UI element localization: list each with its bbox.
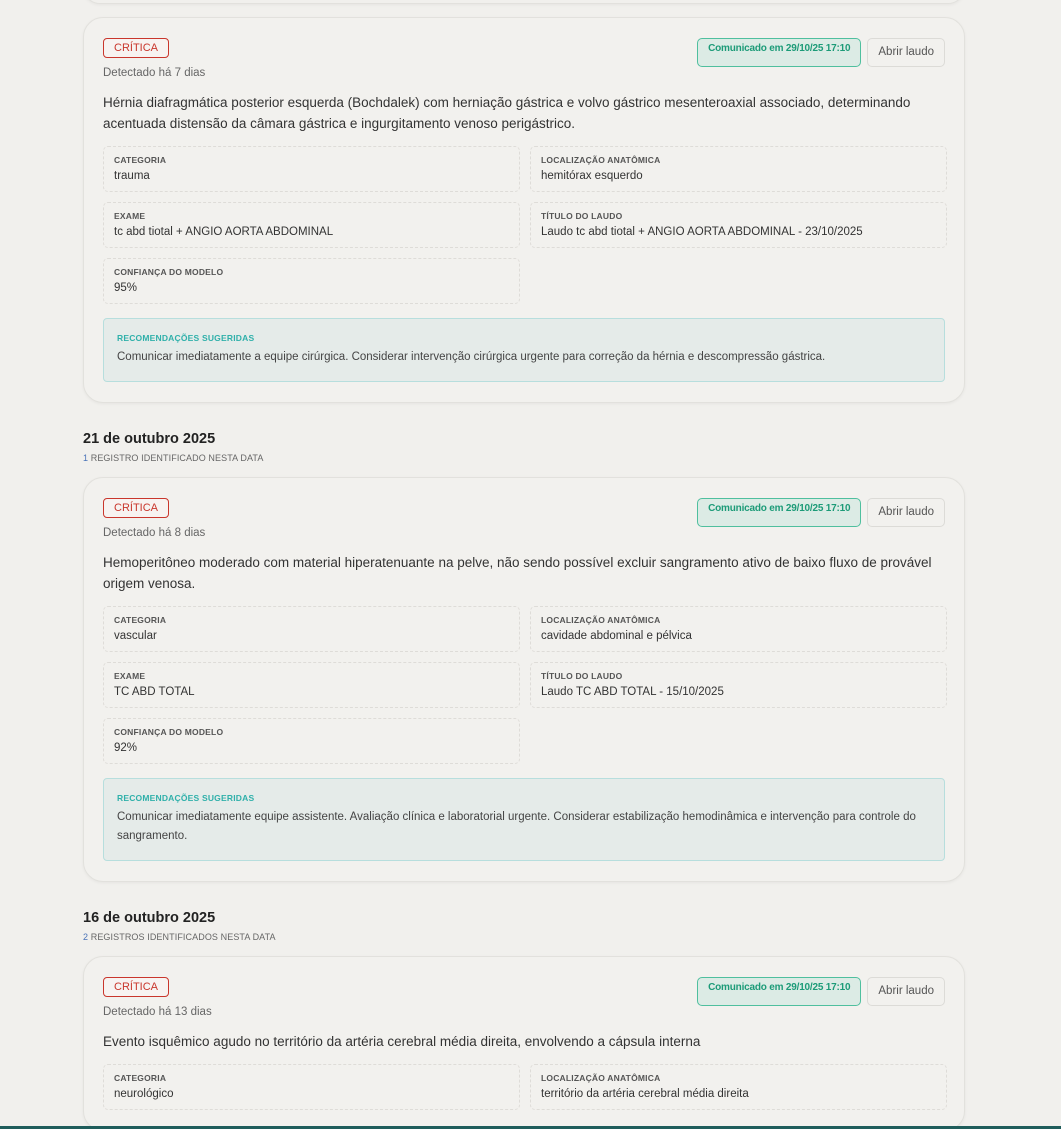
card-header	[103, 498, 945, 539]
detail-value: território da artéria cerebral média direita	[541, 1088, 749, 1100]
communicated-badge: Comunicado em 29/10/25 17:10	[697, 38, 861, 67]
date-group-header	[83, 431, 965, 463]
detected-time: Detectado há 7 dias	[103, 67, 206, 79]
date-record-count	[83, 453, 965, 463]
finding-card	[83, 956, 965, 1129]
detail-field	[103, 662, 520, 708]
detail-label: CONFIANÇA DO MODELO	[114, 267, 224, 277]
detail-value: tc abd tiotal + ANGIO AORTA ABDOMINAL	[114, 226, 334, 238]
open-report-button[interactable]: Abrir laudo	[867, 498, 945, 527]
detail-label: CATEGORIA	[114, 1073, 167, 1083]
card-header-left	[103, 38, 205, 79]
detail-label: CATEGORIA	[114, 615, 167, 625]
detail-label: LOCALIZAÇÃO ANATÔMICA	[541, 155, 661, 165]
communicated-badge: Comunicado em 29/10/25 17:10	[697, 498, 861, 527]
date-record-count	[83, 932, 965, 942]
communicated-badge: Comunicado em 29/10/25 17:10	[697, 977, 861, 1006]
recommendations-box	[103, 318, 945, 382]
detail-value: TC ABD TOTAL	[114, 686, 195, 698]
detected-time: Detectado há 13 dias	[103, 1006, 212, 1018]
detail-field	[103, 258, 520, 304]
open-report-button[interactable]: Abrir laudo	[867, 977, 945, 1006]
finding-details	[103, 606, 945, 764]
detail-field	[530, 202, 947, 248]
detail-label: TÍTULO DO LAUDO	[541, 671, 623, 681]
date-title: 16 de outubro 2025	[83, 910, 216, 926]
detected-time: Detectado há 8 dias	[103, 527, 206, 539]
finding-description: Evento isquêmico agudo no território da artéria cerebral média direita, envolvendo a cápsula interna	[103, 1034, 701, 1049]
detail-value: 95%	[114, 282, 138, 294]
open-report-button[interactable]: Abrir laudo	[867, 38, 945, 67]
detail-field	[530, 606, 947, 652]
findings-list	[83, 17, 965, 1129]
card-header-left	[103, 498, 205, 539]
recommendations-text: Comunicar imediatamente equipe assistente. Avaliação clínica e laboratorial urgente. Considerar estabilização hemodinâmica e intervenção para controle do sangramento.	[117, 811, 916, 842]
detail-label: CONFIANÇA DO MODELO	[114, 727, 224, 737]
detail-value: Laudo tc abd tiotal + ANGIO AORTA ABDOMINAL - 23/10/2025	[541, 226, 863, 238]
detail-field	[530, 146, 947, 192]
detail-value: cavidade abdominal e pélvica	[541, 630, 692, 642]
detail-value: neurológico	[114, 1088, 174, 1100]
detail-field	[530, 662, 947, 708]
finding-description: Hérnia diafragmática posterior esquerda (Bochdalek) com herniação gástrica e volvo gástrico mesenteroaxial associado, determinando acentuada distensão da câmara gástrica e ingurgitamento venoso perigástrico.	[103, 95, 911, 131]
date-group-header	[83, 910, 965, 942]
detail-label: TÍTULO DO LAUDO	[541, 211, 623, 221]
date-title: 21 de outubro 2025	[83, 431, 216, 447]
card-header	[103, 977, 945, 1018]
detail-value: vascular	[114, 630, 157, 642]
recommendations-label: RECOMENDAÇÕES SUGERIDAS	[117, 333, 255, 343]
record-count-text: REGISTROS IDENTIFICADOS NESTA DATA	[90, 932, 276, 942]
detail-label: EXAME	[114, 671, 146, 681]
finding-details	[103, 1064, 945, 1110]
detail-label: LOCALIZAÇÃO ANATÔMICA	[541, 1073, 661, 1083]
detail-label: EXAME	[114, 211, 146, 221]
detail-field	[103, 202, 520, 248]
finding-details	[103, 146, 945, 304]
record-count-number: 2	[83, 932, 89, 942]
detail-field	[103, 718, 520, 764]
finding-description: Hemoperitôneo moderado com material hiperatenuante na pelve, não sendo possível excluir sangramento ativo de baixo fluxo de provável origem venosa.	[103, 555, 932, 591]
detail-field	[103, 606, 520, 652]
recommendations-box	[103, 778, 945, 861]
detail-value: hemitórax esquerdo	[541, 170, 643, 182]
detail-value: Laudo TC ABD TOTAL - 15/10/2025	[541, 686, 724, 698]
detail-value: 92%	[114, 742, 138, 754]
card-actions	[697, 498, 945, 527]
record-count-text: REGISTRO IDENTIFICADO NESTA DATA	[90, 453, 264, 463]
card-actions	[697, 977, 945, 1006]
detail-field	[103, 1064, 520, 1110]
recommendations-label: RECOMENDAÇÕES SUGERIDAS	[117, 793, 255, 803]
previous-finding-card	[83, 0, 965, 4]
finding-card	[83, 17, 965, 403]
severity-badge: CRÍTICA	[103, 498, 169, 518]
detail-label: CATEGORIA	[114, 155, 167, 165]
severity-badge: CRÍTICA	[103, 38, 169, 58]
card-header-left	[103, 977, 212, 1018]
detail-field	[103, 146, 520, 192]
record-count-number: 1	[83, 453, 89, 463]
recommendations-text: Comunicar imediatamente a equipe cirúrgica. Considerar intervenção cirúrgica urgente para correção da hérnia e descompressão gástrica.	[117, 351, 826, 363]
card-actions	[697, 38, 945, 67]
detail-value: trauma	[114, 170, 150, 182]
finding-card	[83, 477, 965, 882]
detail-field	[530, 1064, 947, 1110]
card-header	[103, 38, 945, 79]
detail-label: LOCALIZAÇÃO ANATÔMICA	[541, 615, 661, 625]
severity-badge: CRÍTICA	[103, 977, 169, 997]
